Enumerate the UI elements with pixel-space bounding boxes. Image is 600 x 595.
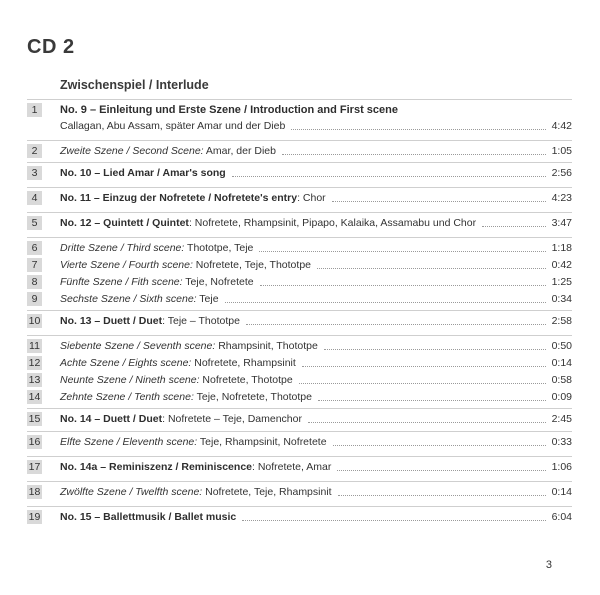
cd-title: CD 2 bbox=[27, 36, 75, 58]
track-title bbox=[60, 339, 318, 353]
dot-leader bbox=[246, 324, 546, 325]
track-duration: 1:05 bbox=[551, 145, 572, 157]
separator-line bbox=[27, 310, 572, 311]
track-duration: 4:42 bbox=[551, 120, 572, 132]
section-title: Zwischenspiel / Interlude bbox=[60, 78, 209, 92]
track-number: 19 bbox=[28, 511, 41, 523]
track-performers: : Nofretete, Amar bbox=[252, 461, 332, 473]
track-row bbox=[60, 191, 572, 205]
track-title bbox=[60, 485, 332, 499]
track-row bbox=[60, 314, 572, 328]
track-number: 6 bbox=[27, 241, 42, 255]
track-title bbox=[60, 275, 254, 289]
track-number: 2 bbox=[27, 144, 42, 158]
track-duration: 1:06 bbox=[551, 461, 572, 473]
track-performers: Teje, Rhampsinit, Nofretete bbox=[197, 436, 327, 448]
dot-leader bbox=[232, 176, 546, 177]
track-title bbox=[60, 166, 226, 180]
track-number: 18 bbox=[28, 486, 41, 498]
dot-leader bbox=[242, 520, 545, 521]
track-row bbox=[60, 485, 572, 499]
track-duration: 0:34 bbox=[551, 293, 572, 305]
track-number: 5 bbox=[27, 216, 42, 230]
track-performers: Rhampsinit, Thototpe bbox=[215, 340, 318, 352]
dot-leader bbox=[482, 226, 545, 227]
track-heading: No. 9 – Einleitung und Erste Szene / Introduction and First scene bbox=[60, 104, 398, 116]
track-performers: Nofretete, Teje, Rhampsinit bbox=[202, 486, 332, 498]
scene-title: Neunte Szene / Nineth scene: bbox=[60, 374, 200, 386]
track-title bbox=[60, 314, 240, 328]
track-title bbox=[60, 241, 253, 255]
separator-line bbox=[27, 456, 572, 457]
track-number: 11 bbox=[27, 339, 42, 353]
track-duration: 0:33 bbox=[551, 436, 572, 448]
track-duration: 1:18 bbox=[551, 242, 572, 254]
track-number: 9 bbox=[27, 292, 42, 306]
dot-leader bbox=[317, 268, 546, 269]
track-performers: : Chor bbox=[297, 192, 326, 204]
track-number: 13 bbox=[28, 374, 41, 386]
track-bold-title: No. 12 – Quintett / Quintet bbox=[60, 217, 189, 229]
track-bold-title: No. 11 – Einzug der Nofretete / Nofretete's entry bbox=[60, 192, 298, 204]
track-row bbox=[60, 144, 572, 158]
scene-title: Sechste Szene / Sixth scene: bbox=[60, 293, 197, 305]
scene-title: Elfte Szene / Eleventh scene: bbox=[60, 436, 198, 448]
track-number: 8 bbox=[27, 275, 42, 289]
track-bold-title: No. 14a – Reminiszenz / Reminiscence bbox=[60, 461, 252, 473]
track-performers: Nofretete, Thototpe bbox=[199, 374, 293, 386]
track-duration: 0:50 bbox=[551, 340, 572, 352]
separator-line bbox=[27, 408, 572, 409]
track-title bbox=[60, 216, 476, 230]
track-duration: 1:25 bbox=[551, 276, 572, 288]
track-title bbox=[60, 390, 312, 404]
scene-title: Zweite Szene / Second Scene: bbox=[60, 145, 204, 157]
scene-title: Fünfte Szene / Fith scene: bbox=[60, 276, 183, 288]
separator-line bbox=[27, 481, 572, 482]
dot-leader bbox=[291, 129, 545, 130]
scene-title: Vierte Szene / Fourth scene: bbox=[60, 259, 193, 271]
track-bold-title: No. 13 – Duett / Duet bbox=[60, 315, 163, 327]
dot-leader bbox=[308, 422, 546, 423]
track-number: 4 bbox=[27, 191, 42, 205]
track-performers: Thototpe, Teje bbox=[184, 242, 254, 254]
dot-leader bbox=[225, 302, 546, 303]
track-performers: : Nofretete – Teje, Damenchor bbox=[162, 413, 302, 425]
scene-title: Zwölfte Szene / Twelfth scene: bbox=[60, 486, 203, 498]
track-row bbox=[60, 216, 572, 230]
track-performers: : Nofretete, Rhampsinit, Pipapo, Kalaika, Assamabu und Chor bbox=[188, 217, 477, 229]
dot-leader bbox=[282, 154, 546, 155]
track-bold-title: No. 10 – Lied Amar / Amar's song bbox=[60, 167, 226, 179]
track-performers: Teje bbox=[196, 293, 219, 305]
track-title bbox=[60, 435, 327, 449]
track-number: 7 bbox=[27, 258, 42, 272]
dot-leader bbox=[318, 400, 546, 401]
separator-line bbox=[27, 431, 572, 432]
separator-line bbox=[27, 162, 572, 163]
track-title bbox=[60, 191, 326, 205]
track-row bbox=[60, 292, 572, 306]
separator-line bbox=[27, 140, 572, 141]
track-row bbox=[60, 460, 572, 474]
track-row bbox=[60, 258, 572, 272]
track-duration: 2:58 bbox=[551, 315, 572, 327]
track-title bbox=[60, 510, 236, 524]
track-number: 10 bbox=[28, 315, 41, 327]
track-row bbox=[60, 373, 572, 387]
dot-leader bbox=[332, 201, 546, 202]
scene-title: Zehnte Szene / Tenth scene: bbox=[60, 391, 194, 403]
track-performers: Teje, Nofretete, Thototpe bbox=[193, 391, 312, 403]
track-title bbox=[60, 292, 219, 306]
track-performers: Amar, der Dieb bbox=[203, 145, 276, 157]
track-title bbox=[60, 412, 302, 426]
track-title bbox=[60, 119, 285, 133]
track-row bbox=[60, 339, 572, 353]
dot-leader bbox=[338, 495, 546, 496]
dot-leader bbox=[333, 445, 546, 446]
track-row bbox=[60, 241, 572, 255]
track-number: 15 bbox=[28, 413, 41, 425]
separator-line bbox=[27, 99, 572, 100]
track-number: 1 bbox=[27, 103, 42, 117]
dot-leader bbox=[299, 383, 546, 384]
separator-line bbox=[27, 187, 572, 188]
track-title bbox=[60, 460, 331, 474]
separator-line bbox=[27, 506, 572, 507]
track-row bbox=[60, 356, 572, 370]
track-bold-title: No. 14 – Duett / Duet bbox=[60, 413, 163, 425]
track-row bbox=[60, 275, 572, 289]
track-title bbox=[60, 373, 293, 387]
track-number: 16 bbox=[28, 436, 41, 448]
track-duration: 2:45 bbox=[551, 413, 572, 425]
track-row bbox=[60, 119, 572, 133]
dot-leader bbox=[324, 349, 546, 350]
track-duration: 2:56 bbox=[551, 167, 572, 179]
dot-leader bbox=[259, 251, 545, 252]
track-bold-title: No. 15 – Ballettmusik / Ballet music bbox=[60, 511, 237, 523]
track-performers: Teje, Nofretete bbox=[182, 276, 254, 288]
track-duration: 4:23 bbox=[551, 192, 572, 204]
track-performers: : Teje – Thototpe bbox=[162, 315, 240, 327]
track-number: 3 bbox=[27, 166, 42, 180]
track-duration: 0:58 bbox=[551, 374, 572, 386]
track-duration: 3:47 bbox=[551, 217, 572, 229]
track-number: 17 bbox=[28, 461, 41, 473]
track-performers: Callagan, Abu Assam, später Amar und der Dieb bbox=[60, 120, 286, 132]
scene-title: Dritte Szene / Third scene: bbox=[60, 242, 185, 254]
track-number: 14 bbox=[28, 391, 41, 403]
scene-title: Siebente Szene / Seventh scene: bbox=[60, 340, 216, 352]
scene-title: Achte Szene / Eights scene: bbox=[60, 357, 192, 369]
track-performers: Nofretete, Teje, Thototpe bbox=[192, 259, 311, 271]
track-duration: 0:14 bbox=[551, 357, 572, 369]
track-row bbox=[60, 166, 572, 180]
track-row bbox=[60, 435, 572, 449]
track-performers: Nofretete, Rhampsinit bbox=[191, 357, 296, 369]
separator-line bbox=[27, 335, 572, 336]
track-duration: 0:42 bbox=[551, 259, 572, 271]
track-row bbox=[60, 510, 572, 524]
dot-leader bbox=[260, 285, 546, 286]
track-title bbox=[60, 144, 276, 158]
dot-leader bbox=[337, 470, 545, 471]
dot-leader bbox=[302, 366, 546, 367]
track-row bbox=[60, 390, 572, 404]
track-row bbox=[60, 412, 572, 426]
track-duration: 0:09 bbox=[551, 391, 572, 403]
track-number: 12 bbox=[28, 357, 41, 369]
page-number: 3 bbox=[545, 559, 552, 571]
track-duration: 0:14 bbox=[551, 486, 572, 498]
separator-line bbox=[27, 237, 572, 238]
track-title bbox=[60, 258, 311, 272]
separator-line bbox=[27, 212, 572, 213]
track-duration: 6:04 bbox=[551, 511, 572, 523]
track-title bbox=[60, 356, 296, 370]
